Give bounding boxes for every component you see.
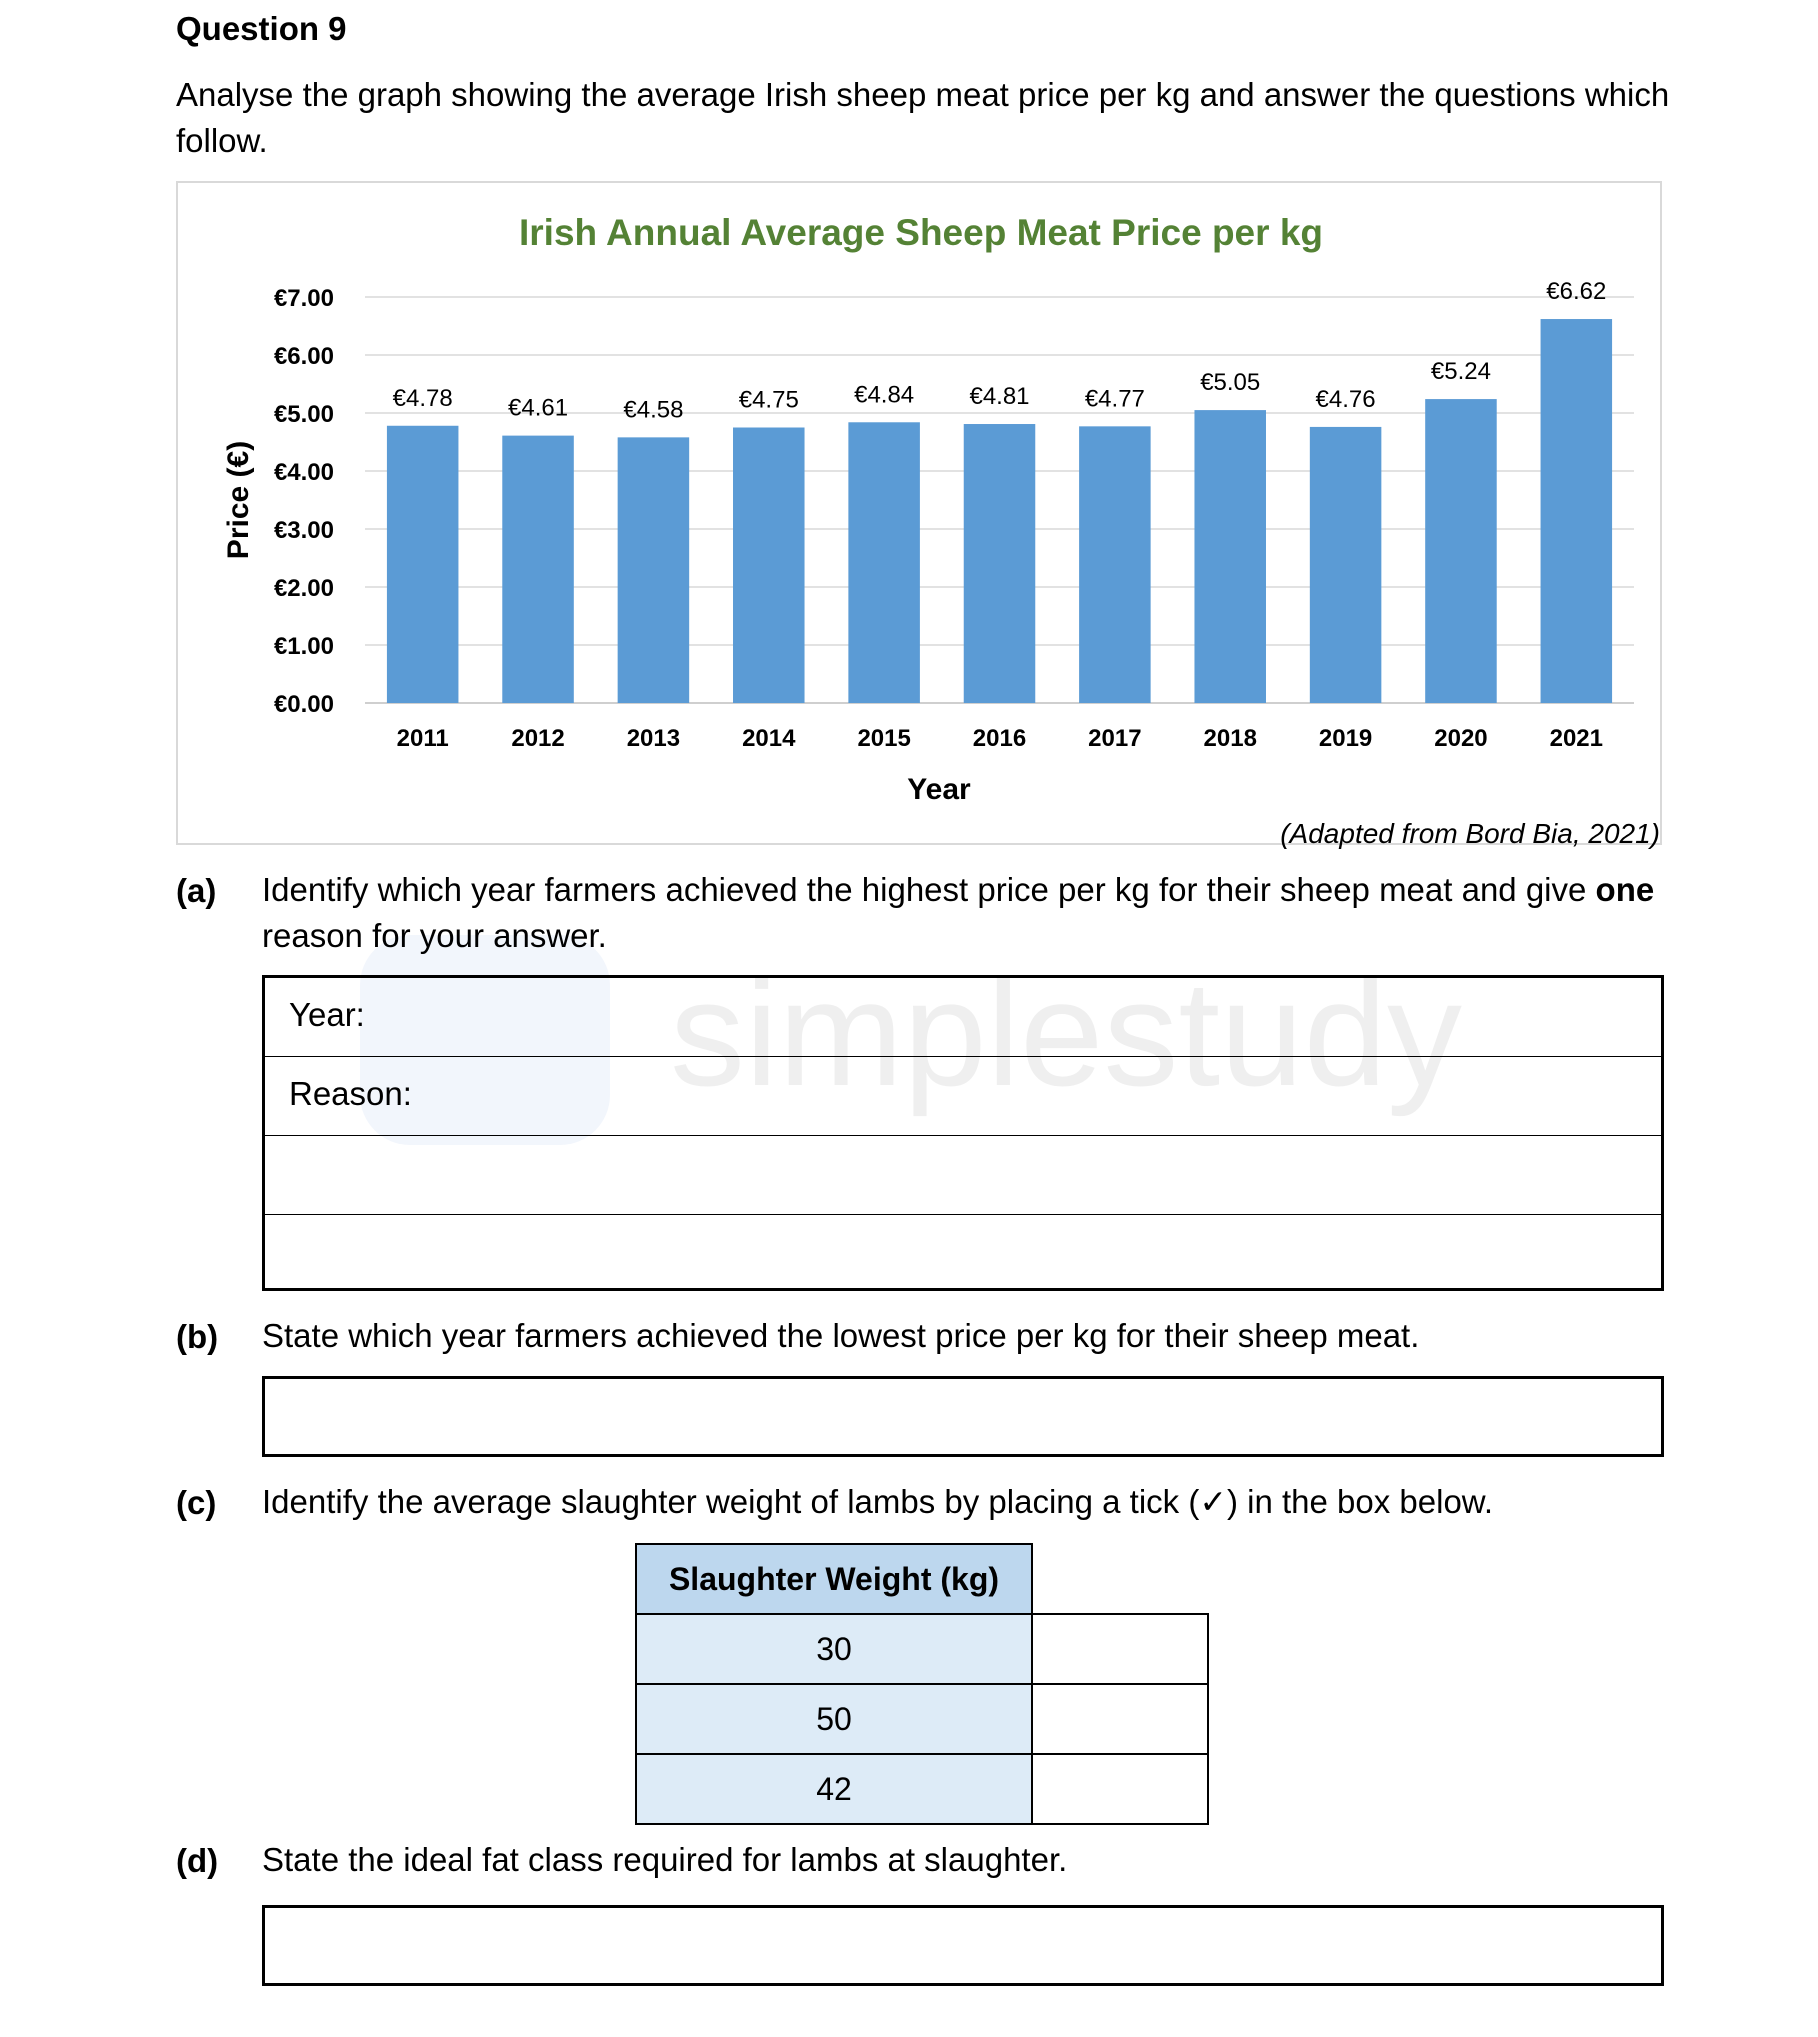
y-tick-label: €5.00 bbox=[273, 401, 334, 428]
chart-container bbox=[176, 181, 1662, 845]
slaughter-weight-table bbox=[635, 1543, 1209, 1825]
x-tick-label: 2012 bbox=[511, 725, 565, 752]
question-intro: Analyse the graph showing the average Irish sheep meat price per kg and answer the questions which follow. bbox=[176, 76, 1670, 159]
reason-label: Reason: bbox=[289, 1075, 412, 1112]
part-d-question: State the ideal fat class required for lambs at slaughter. bbox=[262, 1841, 1068, 1878]
question-title: Question 9 bbox=[176, 10, 347, 47]
data-label: €4.78 bbox=[392, 384, 453, 412]
year-label: Year: bbox=[289, 996, 365, 1033]
y-tick-label: €1.00 bbox=[273, 633, 334, 660]
bar bbox=[1079, 426, 1151, 703]
y-tick-label: €6.00 bbox=[273, 343, 334, 370]
chart-source: (Adapted from Bord Bia, 2021) bbox=[1280, 818, 1660, 849]
data-label: €4.75 bbox=[738, 386, 799, 414]
bar bbox=[387, 426, 459, 703]
bar bbox=[848, 422, 920, 703]
y-tick-label: €7.00 bbox=[273, 285, 334, 312]
x-tick-label: 2016 bbox=[972, 725, 1027, 752]
x-tick-label: 2011 bbox=[396, 725, 449, 752]
y-axis-label: Price (€) bbox=[222, 440, 255, 560]
bar bbox=[964, 424, 1036, 703]
tick-box[interactable] bbox=[1032, 1614, 1208, 1684]
bar bbox=[733, 428, 805, 704]
part-a-question: Identify which year farmers achieved the highest price per kg for their sheep meat and give one reason for your answer. bbox=[262, 871, 1655, 954]
x-tick-label: 2015 bbox=[857, 725, 911, 752]
reason-answer-row[interactable] bbox=[265, 1057, 1661, 1136]
data-label: €6.62 bbox=[1546, 278, 1607, 306]
part-b-letter: (b) bbox=[176, 1318, 219, 1355]
part-a-letter: (a) bbox=[176, 872, 217, 909]
part-d-letter: (d) bbox=[176, 1842, 219, 1879]
x-tick-label: 2020 bbox=[1434, 725, 1488, 752]
y-tick-label: €0.00 bbox=[273, 691, 334, 718]
bar bbox=[618, 437, 690, 703]
x-tick-label: 2018 bbox=[1203, 725, 1257, 752]
x-tick-label: 2013 bbox=[626, 725, 681, 752]
data-label: €4.81 bbox=[969, 383, 1030, 411]
data-label: €5.24 bbox=[1430, 358, 1491, 386]
data-label: €5.05 bbox=[1200, 369, 1261, 397]
data-label: €4.58 bbox=[623, 396, 684, 424]
bar bbox=[1425, 399, 1497, 703]
table-header: Slaughter Weight (kg) bbox=[636, 1544, 1032, 1614]
bar-chart bbox=[178, 183, 1664, 847]
x-tick-label: 2019 bbox=[1318, 725, 1373, 752]
bar bbox=[1194, 410, 1266, 703]
reason-answer-line[interactable] bbox=[265, 1136, 1661, 1215]
data-label: €4.77 bbox=[1084, 385, 1145, 413]
table-row bbox=[636, 1684, 1208, 1754]
reason-answer-line[interactable] bbox=[265, 1215, 1661, 1294]
tick-box[interactable] bbox=[1032, 1684, 1208, 1754]
bar bbox=[1310, 427, 1382, 703]
tick-box[interactable] bbox=[1032, 1754, 1208, 1824]
x-tick-label: 2021 bbox=[1549, 725, 1604, 752]
part-b-answer-box[interactable] bbox=[262, 1376, 1664, 1457]
year-answer-row[interactable] bbox=[265, 978, 1661, 1057]
data-label: €4.76 bbox=[1315, 385, 1376, 413]
y-tick-label: €2.00 bbox=[273, 575, 334, 602]
watermark-text: simplestudy bbox=[670, 949, 1462, 1117]
x-tick-label: 2017 bbox=[1088, 725, 1142, 752]
y-tick-label: €3.00 bbox=[273, 517, 334, 544]
weight-value: 50 bbox=[636, 1684, 1032, 1754]
data-label: €4.61 bbox=[508, 394, 569, 422]
data-label: €4.84 bbox=[854, 381, 915, 409]
part-d-answer-box[interactable] bbox=[262, 1905, 1664, 1986]
bar bbox=[502, 436, 574, 703]
chart-title: Irish Annual Average Sheep Meat Price per kg bbox=[519, 212, 1323, 253]
part-a-answer-box bbox=[262, 975, 1664, 1291]
bar bbox=[1541, 319, 1613, 703]
x-tick-label: 2014 bbox=[742, 725, 796, 752]
weight-value: 30 bbox=[636, 1614, 1032, 1684]
weight-value: 42 bbox=[636, 1754, 1032, 1824]
part-c-question: Identify the average slaughter weight of lambs by placing a tick (✓) in the box below. bbox=[262, 1483, 1493, 1520]
table-row bbox=[636, 1754, 1208, 1824]
x-axis-label: Year bbox=[907, 773, 971, 806]
part-c-letter: (c) bbox=[176, 1484, 217, 1521]
table-row bbox=[636, 1614, 1208, 1684]
y-tick-label: €4.00 bbox=[273, 459, 334, 486]
part-b-question: State which year farmers achieved the lowest price per kg for their sheep meat. bbox=[262, 1317, 1420, 1354]
